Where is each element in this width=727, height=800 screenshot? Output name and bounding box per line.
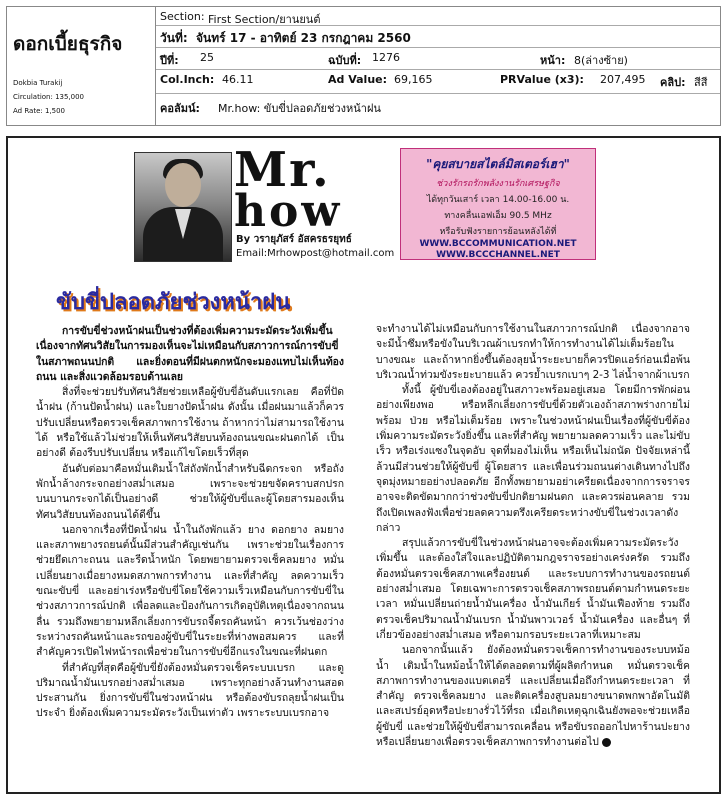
banner-how: how: [234, 186, 343, 237]
article-column-left: [36, 324, 344, 722]
radio-replay-note: หรือรับฟังรายการย้อนหลังได้ที่: [439, 227, 557, 237]
date-label: วันที่:: [160, 31, 188, 45]
radio-title: "คุยสบายสไตล์มิสเตอร์เฮา": [426, 157, 570, 171]
issue-value: 1276: [372, 51, 400, 64]
publication-logo: ดอกเบี้ยธุรกิจ: [13, 33, 123, 55]
column-banner: [128, 142, 396, 262]
radio-frequency: ทางคลื่นเอฟเอ็ม 90.5 MHz: [444, 211, 552, 221]
radio-url-2: WWW.BCCCHANNEL.NET: [436, 250, 560, 260]
clipping-header: [6, 6, 721, 126]
author-byline: By วรายุภัสร์ อัสครธรยุทธ์: [236, 234, 352, 245]
end-mark-icon: [602, 738, 611, 747]
paragraph: ที่สำคัญที่สุดคือผู้ขับขี่ยังต้องหมั่นตรวจเช็คระบบเบรก และดูปริมาณน้ำมันเบรกอย่างสม่ำเสมอ เพราะทุกอย่างล้วนทำงานสอดประสานกัน ยิ่งการขับขี่ในช่วงหน้าฝน หรือต้องขับรถลุยน้ำฝนเป็นประจำ ยิ่งต้องเพิ่มความระมัดระวังเป็นเท่าตัว เพราะระบบเบรกอาจ: [36, 661, 344, 720]
article-column-right: [376, 322, 690, 750]
author-photo: [134, 152, 232, 262]
radio-time: ได้ทุกวันเสาร์ เวลา 14.00-16.00 น.: [426, 195, 570, 205]
paragraph: สิ่งที่จะช่วยปรับทัศนวิสัยช่วยเหลือผู้ขับขี่อันดับแรกเลย คือที่ปัดน้ำฝน (ก้านปัดน้ำฝน) และใบยางปัดน้ำฝน ดังนั้น เมื่อฝนมาแล้วก็ควรปรับเปลี่ยนหรือตรวจเช็คสภาพการใช้งาน ถ้าหากว่าไม่สามารถใช้งานได้ หรือใช้แล้วไม่ช่วยให้เห็นทัศนวิสัยบนท้องถนนขณะฝนตกได้ เป็นอย่างดี ต้องรีบปรับเปลี่ยน หรือแก้ไขโดยเร็วที่สุด: [36, 386, 344, 460]
paragraph: การขับขี่ช่วงหน้าฝนเป็นช่วงที่ต้องเพิ่มความระมัดระวังเพิ่มขึ้น เนื่องจากทัศนวิสัยในการมองเห็นจะไม่เหมือนกับสภาวการณ์การขับขี่ในสภาพถนนปกติ และยิ่งตอนที่มีฝนตกหนักจะมองแทบไม่เห็นท้องถนน และสิ่งแวดล้อมรอบด้านเลย: [36, 325, 344, 383]
paragraph: นอกจากนั้นแล้ว ยังต้องหมั่นตรวจเช็คการทำงานของระบบหม้อน้ำ เติมน้ำในหม้อน้ำให้ได้ตลอดตามที่ผู้ผลิตกำหนด หมั่นตรวจเช็คสภาพการทำงานของแบตเตอรี่ และเปลี่ยนเมื่อถึงกำหนดระยะเวลา ที่สำคัญ ตรวจเช็คลมยาง และติดเครื่องสูบลมยางขนาดพกพาอัตโนมัติ และสเปรย์อุดหรือปะยางรั่วไว้ที่รถ เมื่อเกิดเหตุฉุกเฉินยังพอจะช่วยเหลือผู้ขับขี่ และช่วยให้ผู้ขับขี่สามารถเคลื่อน หรือขับรถออกไปหาร้านปะยาง หรือเปลี่ยนยางเพื่อตรวจเช็คสภาพการทำงานต่อไป: [376, 644, 690, 749]
paragraph: ทั้งนี้ ผู้ขับขี่เองต้องอยู่ในสภาวะพร้อมอยู่เสมอ โดยมีการพักผ่อนอย่างเพียงพอ หรือหลีกเลี่ยงการขับขี่ด้วยตัวเองถ้าสภาพร่างกายไม่พร้อม ป่วย หรือไม่เต็มร้อย เพราะในช่วงหน้าฝนเป็นเรื่องที่ผู้ขับขี่ต้องเพิ่มความระมัดระวังยิ่งขึ้น และที่สำคัญ พยายามลดความเร็ว และไม่ขับเร็ว หรือเร่งแซงในจุดอับ จุดที่มองไม่เห็น หรือเห็นไม่ถนัด ปัจจัยเหล่านี้ล้วนมีส่วนช่วยให้ผู้ขับขี่ ผู้โดยสาร และเพื่อนร่วมถนนต่างเดินทางไปถึงจุดมุ่งหมายอย่างปลอดภัย อีกทั้งพยายามอย่าเครียดเนื่องจากการจราจรอาจจะติดขัดมากกว่าช่วงขับขี่ปกติยามฝนตก และควรผ่อนคลาย รวมถึงเปิดเพลงฟังเพื่อช่วยลดความตรึงเครียดระหว่างขับขี่ในช่วงเวลาดังกล่าว: [376, 384, 690, 534]
section-value: First Section/ยานยนต์: [208, 13, 321, 26]
article-headline: ขับขี่ปลอดภัยช่วงหน้าฝน: [56, 290, 291, 315]
publication-panel: [7, 7, 156, 125]
radio-url-1: WWW.BCCOMMUNICATION.NET: [419, 239, 577, 249]
clipping-details: [156, 7, 720, 125]
clip-label: คลิป:: [660, 76, 686, 89]
page-value: 8(ล่างซ้าย): [574, 54, 628, 67]
banner-mr: Mr.: [234, 142, 331, 198]
advalue-value: 69,165: [394, 73, 433, 86]
paragraph: อันดับต่อมาคือหมั่นเติมน้ำใส่ถังพักน้ำสำหรับฉีดกระจก หรือถังพักน้ำล้างกระจกอย่างสม่ำเสมอ เพราะจะช่วยขจัดคราบสกปรกบนบานกระจกได้เป็นอย่างดี ช่วยให้ผู้ขับขี่และผู้โดยสารมองเห็นทัศนวิสัยบนท้องถนนได้ดีขึ้น: [36, 462, 344, 521]
issue-label: ฉบับที่:: [328, 54, 362, 67]
date-value: จันทร์ 17 - อาทิตย์ 23 กรกฎาคม 2560: [196, 31, 411, 45]
article-clipping: [6, 136, 721, 794]
column-label: คอลัมน์:: [160, 102, 200, 115]
prvalue-value: 207,495: [600, 73, 646, 86]
year-value: 25: [200, 51, 214, 64]
radio-subtitle: ช่วงรักรถรักพลังงานรักเศรษฐกิจ: [436, 179, 560, 189]
paragraph: นอกจากเรื่องที่ปัดน้ำฝน น้ำในถังพักแล้ว ยาง ดอกยาง ลมยาง และสภาพยางรถยนต์นั้นมีส่วนสำคัญเช่นกัน เพราะช่วยในเรื่องการช่วยยึดเกาะถนน และรีดน้ำหนัก โดยพยายามตรวจเช็คลมยาง หมั่นเปลี่ยนยางเมื่อยางหมดสภาพการทำงาน และที่สำคัญ ลดความเร็วขณะขับขี่ และอย่าเร่งหรือขับขี่โดยใช้ความเร็วเหมือนกับการขับขี่ในช่วงสภาวการณ์ปกติ เพื่อลดและป้องกันการเกิดอุบัติเหตุเนื่องจากถนนลื่น รวมถึงพยายามหลีกเลี่ยงการขับรถจี้ตรถคันหน้า ควรเว้นช่องว่างระหว่างรถคันหน้าและรถของผู้ขับขี่ในระยะที่ห่างพอสมควร และที่สำคัญควรเปิดไฟหน้ารถเพื่อช่วยในการขับขี่อีกแรงในขณะที่ฝนตก: [36, 523, 344, 659]
section-label: Section:: [160, 10, 205, 23]
publication-name: Dokbia Turakij: [13, 79, 63, 87]
radio-program-ad: [400, 148, 596, 260]
prvalue-label: PRValue (x3):: [500, 73, 584, 86]
year-label: ปีที่:: [160, 54, 179, 67]
paragraph: สรุปแล้วการขับขี่ในช่วงหน้าฝนอาจจะต้องเพิ่มความระมัดระวังเพิ่มขึ้น และต้องใส่ใจและปฏิบัติตามกฎจราจรอย่างเคร่งครัด รวมถึงต้องหมั่นตรวจเช็คสภาพเครื่องยนต์ และระบบการทำงานของรถยนต์อย่างสม่ำเสมอ โดยเฉพาะการตรวจเช็คสภาพรถยนต์ตามกำหนดระยะเวลา หมั่นเปลี่ยนถ่ายน้ำมันเครื่อง น้ำมันเกียร์ น้ำมันเฟืองท้าย รวมถึงตรวจเช็คปริมาณน้ำมันเบรก น้ำมันพาวเวอร์ น้ำมันเครื่อง และอื่นๆ ที่เกี่ยวข้องอย่างสม่ำเสมอ หรือตามกรอบระยะเวลาที่เหมาะสม: [376, 537, 690, 641]
advalue-label: Ad Value:: [328, 73, 388, 86]
colinch-label: Col.Inch:: [160, 73, 215, 86]
author-email: Email:Mrhowpost@hotmail.com: [236, 248, 395, 259]
ad-rate: Ad Rate: 1,500: [13, 107, 66, 115]
column-value: Mr.how: ขับขี่ปลอดภัยช่วงหน้าฝน: [218, 102, 381, 115]
clip-value: สีสี: [694, 76, 708, 89]
colinch-value: 46.11: [222, 73, 254, 86]
circulation: Circulation: 135,000: [13, 93, 85, 101]
paragraph: จะทำงานได้ไม่เหมือนกับการใช้งานในสภาวการณ์ปกติ เนื่องจากอาจจะมีน้ำซึมหรือขังในบริเวณผ้าเบรกทำให้การทำงานได้ไม่เต็มร้อยในบางขณะ และถ้าหากยิ่งขึ้นต้องลุยน้ำระยะบายก็ควรปิดแอร์ก่อนเมื่อพ้นบริเวณน้ำท่วมขังระยะบายแล้ว ควรย้ำเบรกเบาๆ 2-3 ไล่น้ำจากผ้าเบรก: [376, 323, 690, 381]
page-label: หน้า:: [540, 54, 566, 67]
